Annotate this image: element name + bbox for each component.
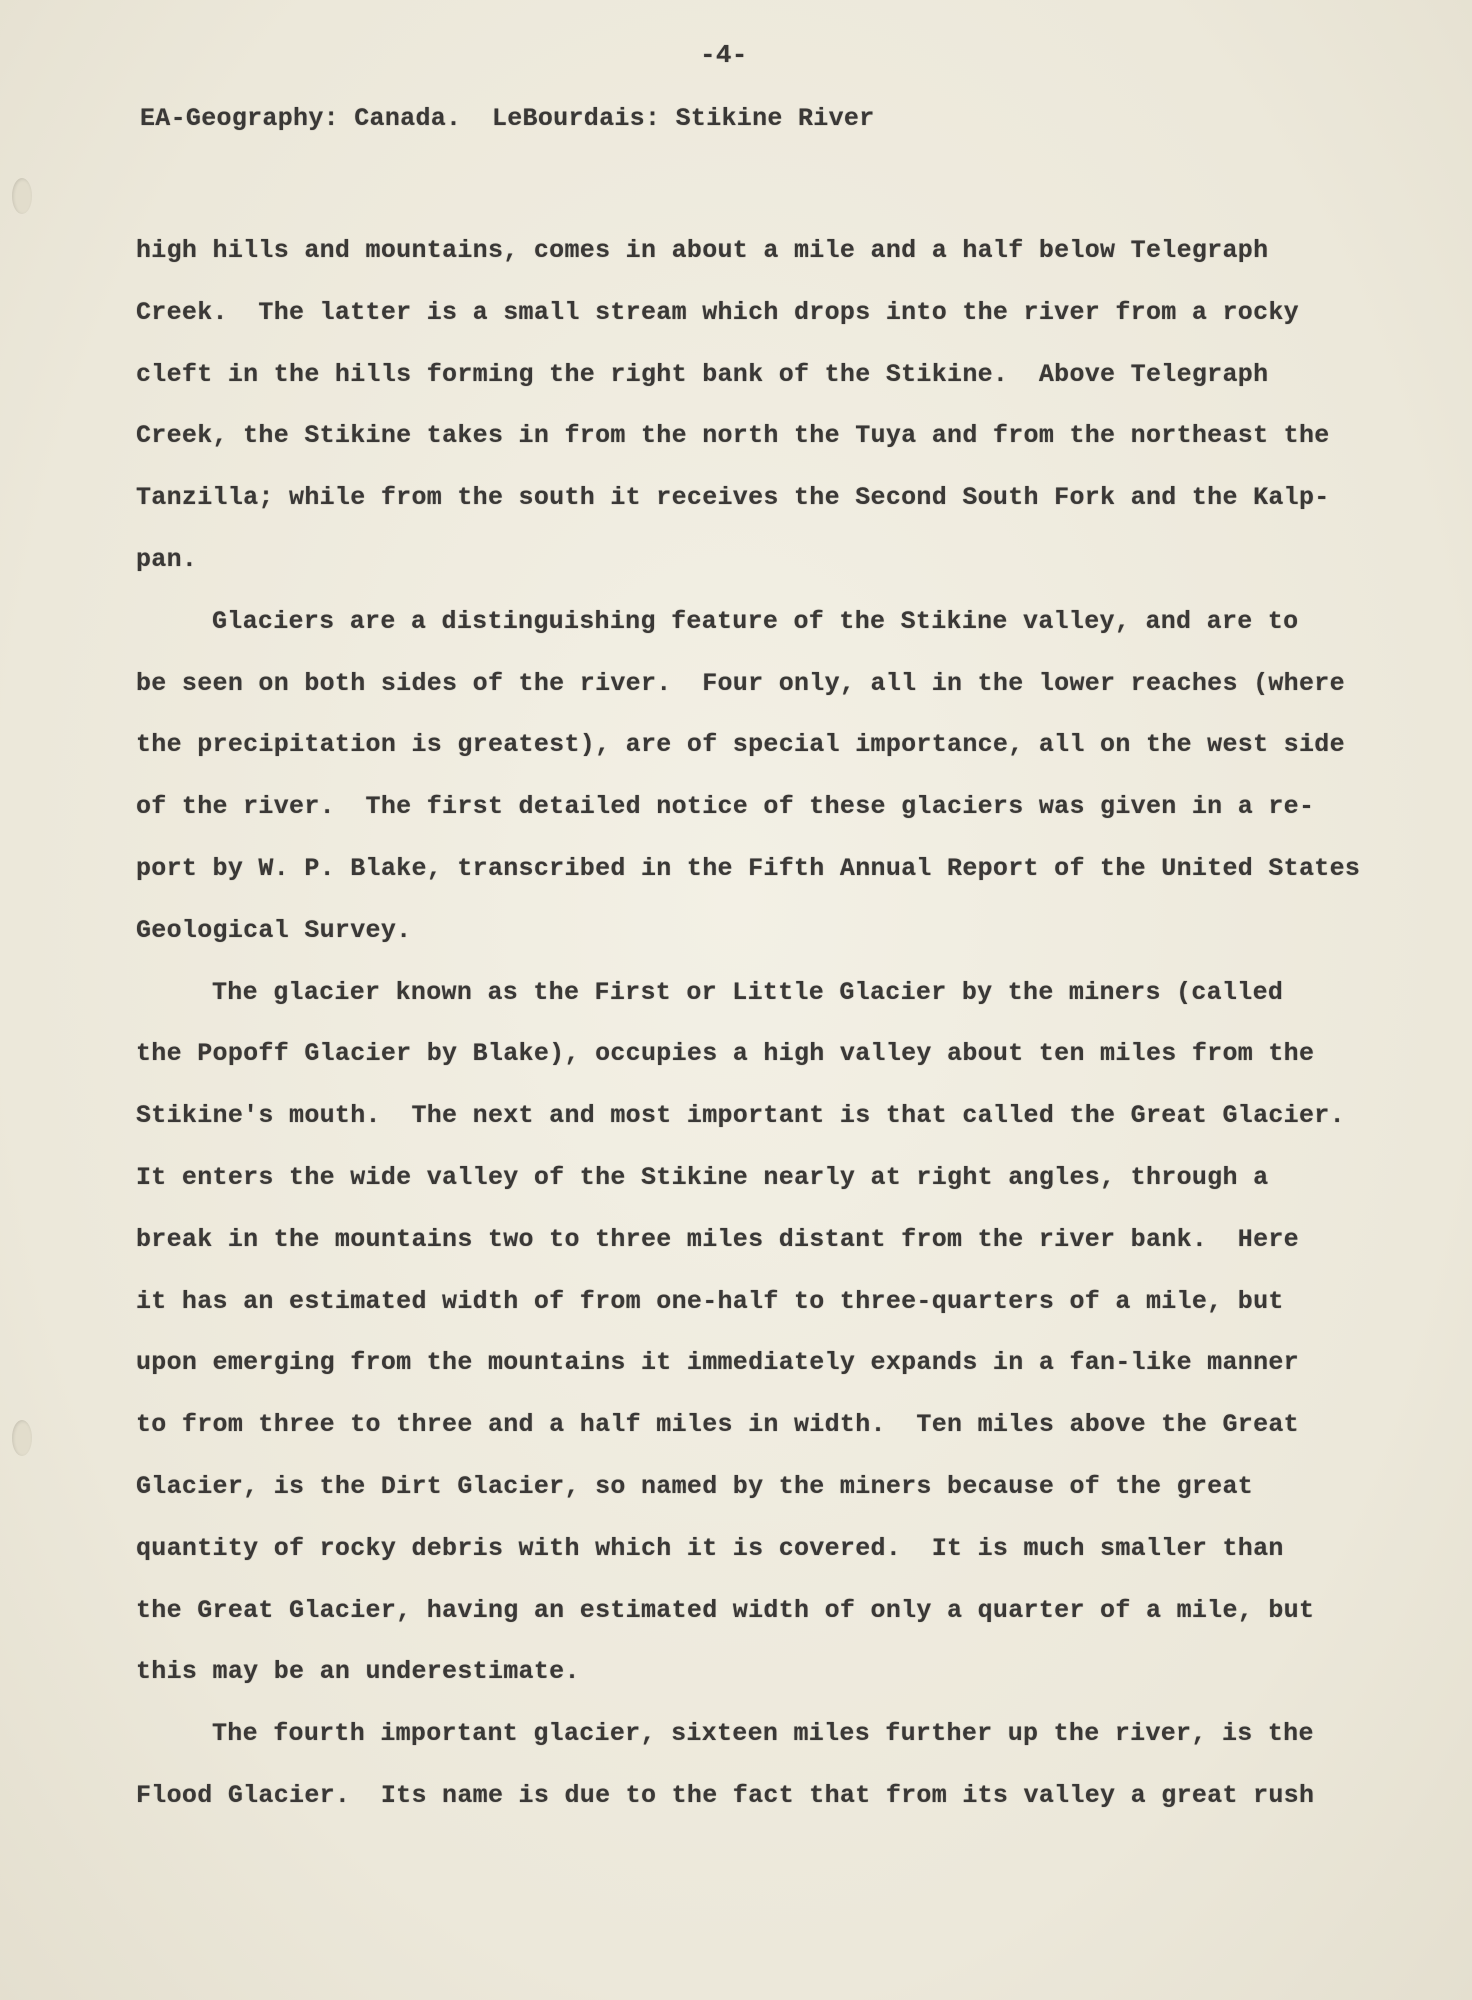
paragraph-start-line: The fourth important glacier, sixteen miles further up the river, is the (212, 1719, 1314, 1749)
body-text (136, 226, 1361, 1833)
punch-hole (12, 1420, 32, 1456)
text-line: the Popoff Glacier by Blake), occupies a high valley about ten miles from the (136, 1039, 1315, 1069)
text-line: cleft in the hills forming the right bank of the Stikine. Above Telegraph (136, 359, 1269, 389)
text-line: Geological Survey. (136, 915, 412, 945)
page-number: -4- (700, 40, 748, 70)
text-line: of the river. The first detailed notice of these glaciers was given in a re- (136, 792, 1315, 822)
paragraph-start-line: Glaciers are a distinguishing feature of the Stikine valley, and are to (212, 606, 1299, 636)
text-line: Creek. The latter is a small stream which drops into the river from a rocky (136, 297, 1299, 327)
text-line: It enters the wide valley of the Stikine nearly at right angles, through a (136, 1162, 1269, 1192)
paragraph-start-line: The glacier known as the First or Little Glacier by the miners (called (212, 977, 1284, 1007)
text-line: Creek, the Stikine takes in from the north the Tuya and from the northeast the (136, 421, 1330, 451)
text-line: this may be an underestimate. (136, 1657, 580, 1687)
running-header: EA-Geography: Canada. LeBourdais: Stikine River (140, 104, 875, 133)
text-line: break in the mountains two to three miles distant from the river bank. Here (136, 1224, 1299, 1254)
text-line: Flood Glacier. Its name is due to the fact that from its valley a great rush (136, 1780, 1315, 1810)
text-line: Tanzilla; while from the south it receives the Second South Fork and the Kalp- (136, 483, 1330, 513)
text-line: quantity of rocky debris with which it is covered. It is much smaller than (136, 1533, 1284, 1563)
text-line: Glacier, is the Dirt Glacier, so named by the miners because of the great (136, 1471, 1254, 1501)
text-line: pan. (136, 544, 198, 574)
text-line: to from three to three and a half miles in width. Ten miles above the Great (136, 1410, 1299, 1440)
text-line: it has an estimated width of from one-half to three-quarters of a mile, but (136, 1286, 1284, 1316)
punch-hole (12, 178, 32, 214)
text-line: upon emerging from the mountains it immediately expands in a fan-like manner (136, 1348, 1299, 1378)
text-line: high hills and mountains, comes in about a mile and a half below Telegraph (136, 236, 1269, 265)
text-line: the precipitation is greatest), are of special importance, all on the west side (136, 730, 1345, 760)
text-line: the Great Glacier, having an estimated width of only a quarter of a mile, but (136, 1595, 1315, 1625)
text-line: be seen on both sides of the river. Four only, all in the lower reaches (where (136, 668, 1345, 698)
text-line: Stikine's mouth. The next and most important is that called the Great Glacier. (136, 1101, 1345, 1131)
text-line: port by W. P. Blake, transcribed in the Fifth Annual Report of the United States (136, 853, 1361, 883)
